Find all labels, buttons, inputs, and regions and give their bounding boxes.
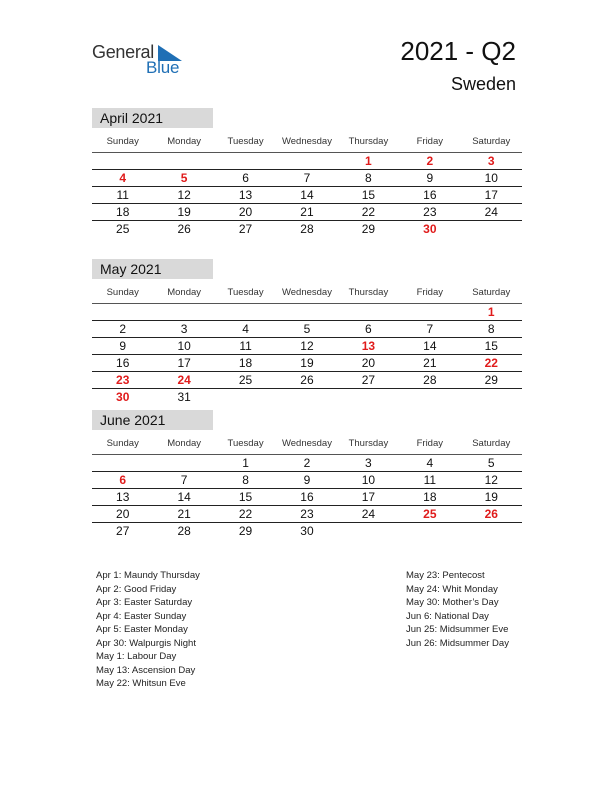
day-cell: 1 — [242, 456, 249, 470]
day-cell: 2 — [303, 456, 311, 470]
day-cell: 11 — [116, 188, 129, 202]
day-cell: 31 — [177, 390, 191, 404]
day-cell: 5 — [487, 456, 495, 470]
day-cell — [153, 455, 214, 471]
week-rows — [92, 304, 522, 405]
day-cell: 23 — [300, 507, 314, 521]
page-title: 2021 - Q2 — [400, 36, 516, 66]
holiday-day-cell: 1 — [487, 305, 495, 319]
holiday-day-cell: 30 — [423, 222, 437, 236]
day-cell: 11 — [423, 473, 437, 487]
weekday-label: Saturday — [472, 438, 511, 449]
week-row — [92, 355, 522, 372]
day-cell — [215, 153, 276, 169]
weekday-label: Sunday — [106, 287, 139, 298]
day-cell — [153, 153, 214, 169]
day-cell: 7 — [303, 171, 311, 185]
day-cell: 6 — [365, 322, 372, 336]
logo-word-general: General — [92, 42, 154, 62]
day-cell — [215, 389, 276, 405]
week-row — [92, 389, 522, 405]
day-cell: 20 — [361, 356, 376, 370]
day-cell — [461, 389, 522, 405]
holiday-note: May 23: Pentecost — [406, 570, 485, 581]
holiday-note: Apr 30: Walpurgis Night — [96, 637, 196, 649]
day-cell — [461, 523, 522, 539]
day-cell — [276, 153, 337, 169]
weekday-label: Friday — [416, 438, 444, 449]
day-cell — [276, 304, 337, 320]
day-cell — [338, 389, 399, 405]
day-cell: 11 — [239, 339, 252, 353]
holiday-day-cell: 22 — [484, 356, 498, 370]
day-cell: 20 — [116, 507, 130, 521]
day-cell: 4 — [242, 322, 249, 336]
day-cell: 19 — [484, 490, 498, 504]
weekday-label: Thursday — [348, 287, 389, 298]
weekday-label: Wednesday — [281, 136, 332, 147]
day-cell: 16 — [423, 188, 437, 202]
day-cell: 6 — [242, 171, 249, 185]
week-row — [92, 304, 522, 321]
week-rows — [92, 153, 522, 237]
holiday-note: Apr 3: Easter Saturday — [96, 597, 193, 608]
country-name: Sweden — [450, 74, 516, 94]
day-cell: 21 — [423, 356, 437, 370]
day-cell — [215, 304, 276, 320]
day-cell: 26 — [300, 373, 314, 387]
day-cell: 26 — [177, 222, 191, 236]
weekday-header-row — [92, 132, 522, 153]
month-title: May 2021 — [92, 259, 213, 279]
day-cell: 24 — [361, 507, 376, 521]
week-row — [92, 187, 522, 204]
day-cell: 17 — [484, 188, 498, 202]
weekday-header-row — [92, 283, 522, 304]
week-row — [92, 204, 522, 221]
day-cell — [276, 389, 337, 405]
holiday-note: Apr 2: Good Friday — [96, 583, 177, 595]
day-cell: 17 — [361, 490, 376, 504]
weekday-label: Tuesday — [227, 136, 264, 147]
day-cell: 22 — [238, 507, 253, 521]
day-cell: 28 — [300, 222, 314, 236]
weekday-label: Monday — [167, 136, 202, 147]
day-cell: 24 — [484, 205, 498, 219]
holiday-day-cell: 5 — [180, 171, 188, 185]
day-cell: 12 — [300, 339, 314, 353]
holiday-day-cell: 25 — [423, 507, 437, 521]
brand-logo — [92, 40, 192, 80]
day-cell: 27 — [361, 373, 376, 387]
day-cell: 2 — [119, 322, 127, 336]
day-cell: 28 — [423, 373, 437, 387]
day-cell — [92, 304, 153, 320]
week-rows — [92, 455, 522, 539]
day-cell — [338, 304, 399, 320]
holiday-notes-left — [96, 569, 200, 691]
holiday-day-cell: 30 — [116, 390, 130, 404]
weekday-header-row — [92, 434, 522, 455]
month-june — [92, 410, 522, 539]
day-cell — [399, 304, 460, 320]
holiday-note: Jun 25: Midsummer Eve — [406, 624, 509, 635]
day-cell: 22 — [361, 205, 376, 219]
day-cell: 14 — [177, 490, 191, 504]
day-cell: 18 — [423, 490, 437, 504]
day-cell: 5 — [303, 322, 311, 336]
holiday-note: Apr 5: Easter Monday — [96, 624, 188, 635]
day-cell — [399, 389, 460, 405]
weekday-label: Wednesday — [281, 438, 332, 449]
day-cell: 17 — [177, 356, 191, 370]
holiday-day-cell: 1 — [365, 154, 372, 168]
day-cell: 10 — [361, 473, 376, 487]
day-cell: 4 — [426, 456, 434, 470]
holiday-day-cell: 23 — [116, 373, 130, 387]
week-row — [92, 523, 522, 539]
holiday-note: Jun 26: Midsummer Day — [406, 637, 509, 649]
day-cell: 16 — [116, 356, 130, 370]
holiday-notes-right — [406, 569, 509, 650]
day-cell: 8 — [365, 171, 372, 185]
weekday-label: Monday — [167, 287, 202, 298]
day-cell — [461, 221, 522, 237]
day-cell: 9 — [119, 339, 127, 353]
week-row — [92, 472, 522, 489]
week-row — [92, 170, 522, 187]
holiday-day-cell: 2 — [426, 154, 434, 168]
day-cell: 25 — [116, 222, 130, 236]
weekday-label: Thursday — [348, 136, 389, 147]
month-may — [92, 259, 522, 405]
holiday-note: May 1: Labour Day — [96, 651, 177, 662]
day-cell: 9 — [426, 171, 434, 185]
day-cell: 3 — [365, 456, 372, 470]
day-cell: 8 — [242, 473, 249, 487]
holiday-note: May 24: Whit Monday — [406, 583, 498, 595]
day-cell: 12 — [177, 188, 191, 202]
weekday-label: Wednesday — [281, 287, 332, 298]
week-row — [92, 221, 522, 237]
day-cell: 15 — [238, 490, 253, 504]
holiday-day-cell: 26 — [484, 507, 498, 521]
weekday-label: Saturday — [472, 287, 511, 298]
holiday-day-cell: 13 — [361, 339, 376, 353]
month-title: June 2021 — [92, 410, 213, 430]
weekday-label: Monday — [167, 438, 202, 449]
holiday-day-cell: 3 — [487, 154, 495, 168]
day-cell: 27 — [238, 222, 253, 236]
weekday-label: Friday — [416, 287, 444, 298]
day-cell: 3 — [180, 322, 188, 336]
week-row — [92, 506, 522, 523]
day-cell: 29 — [361, 222, 376, 236]
holiday-note: Apr 1: Maundy Thursday — [96, 570, 200, 581]
day-cell: 10 — [177, 339, 191, 353]
day-cell: 29 — [484, 373, 498, 387]
day-cell: 12 — [484, 473, 498, 487]
weekday-label: Thursday — [348, 438, 389, 449]
day-cell: 30 — [300, 524, 314, 538]
day-cell: 14 — [300, 188, 314, 202]
month-title: April 2021 — [92, 108, 213, 128]
day-cell: 10 — [484, 171, 498, 185]
weekday-label: Sunday — [106, 438, 139, 449]
day-cell: 20 — [238, 205, 253, 219]
day-cell: 9 — [303, 473, 311, 487]
day-cell — [92, 153, 153, 169]
week-row — [92, 455, 522, 472]
holiday-note: Apr 4: Easter Sunday — [96, 610, 187, 622]
holiday-day-cell: 6 — [119, 473, 127, 487]
holiday-note: May 13: Ascension Day — [96, 664, 196, 676]
holiday-note: Jun 6: National Day — [406, 610, 489, 622]
day-cell: 15 — [361, 188, 376, 202]
day-cell: 21 — [177, 507, 191, 521]
day-cell: 18 — [116, 205, 130, 219]
day-cell: 28 — [177, 524, 191, 538]
weekday-label: Sunday — [106, 136, 139, 147]
day-cell: 18 — [238, 356, 253, 370]
day-cell — [153, 304, 214, 320]
day-cell: 19 — [300, 356, 314, 370]
day-cell: 21 — [300, 205, 314, 219]
weekday-label: Saturday — [472, 136, 511, 147]
day-cell: 29 — [238, 524, 253, 538]
day-cell: 14 — [423, 339, 437, 353]
week-row — [92, 338, 522, 355]
week-row — [92, 372, 522, 389]
day-cell: 7 — [426, 322, 434, 336]
day-cell: 27 — [116, 524, 130, 538]
day-cell: 13 — [116, 490, 130, 504]
day-cell: 23 — [423, 205, 437, 219]
day-cell: 15 — [484, 339, 498, 353]
day-cell: 7 — [180, 473, 188, 487]
day-cell — [92, 455, 153, 471]
day-cell: 25 — [238, 373, 253, 387]
holiday-day-cell: 24 — [177, 373, 191, 387]
holiday-day-cell: 4 — [119, 171, 127, 185]
logo-word-blue: Blue — [146, 58, 180, 77]
day-cell — [399, 523, 460, 539]
week-row — [92, 489, 522, 506]
weekday-label: Tuesday — [227, 438, 264, 449]
weekday-label: Friday — [416, 136, 444, 147]
week-row — [92, 153, 522, 170]
holiday-note: May 30: Mother’s Day — [406, 597, 499, 608]
day-cell: 8 — [487, 322, 495, 336]
day-cell: 19 — [177, 205, 191, 219]
week-row — [92, 321, 522, 338]
holiday-note: May 22: Whitsun Eve — [96, 678, 186, 689]
day-cell: 16 — [300, 490, 314, 504]
month-april — [92, 108, 522, 237]
day-cell — [338, 523, 399, 539]
day-cell: 13 — [238, 188, 253, 202]
weekday-label: Tuesday — [227, 287, 264, 298]
